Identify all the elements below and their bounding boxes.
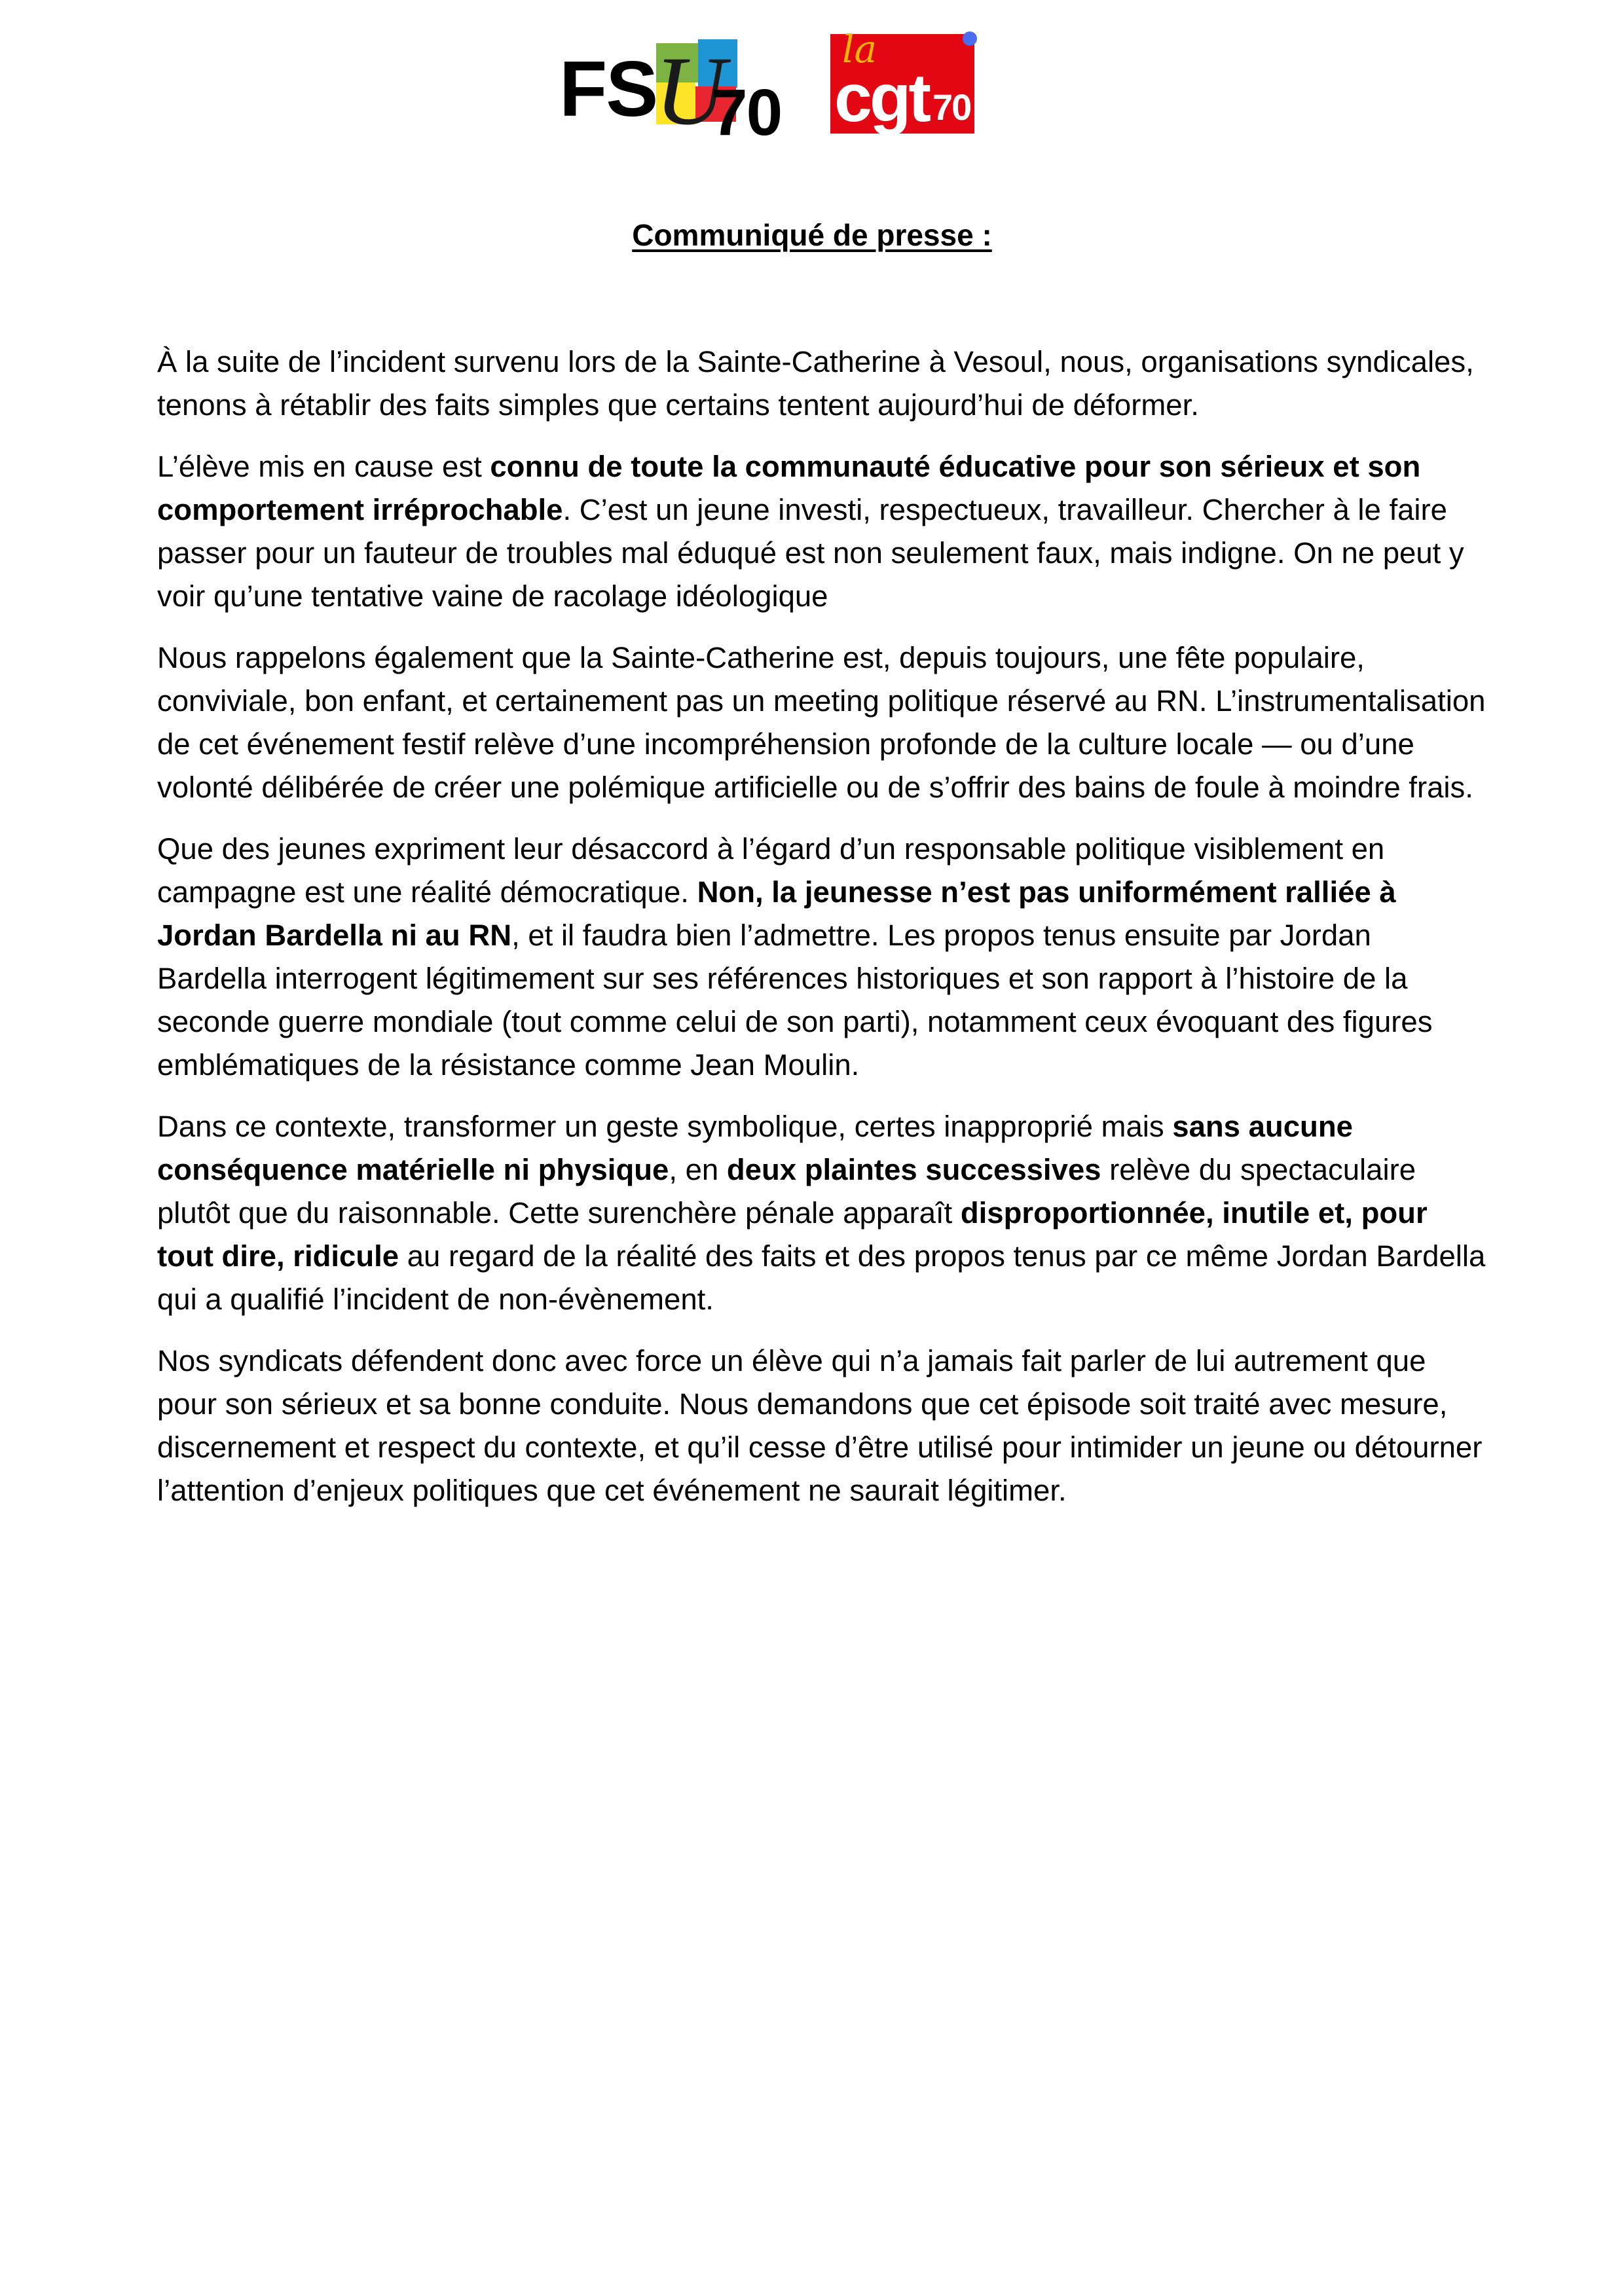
- bold-text: deux plaintes successives: [726, 1153, 1101, 1186]
- bold-text: Non, la jeunesse n’est pas uniformément ralliée à Jordan Bardella ni au RN: [157, 875, 1396, 952]
- fsu-letters: FS: [559, 45, 657, 133]
- document-body: [157, 340, 1486, 1531]
- fsu-number: 70: [711, 76, 782, 149]
- blue-dot-icon: [963, 31, 977, 46]
- text-segment: Nous rappelons également que la Sainte-Catherine est, depuis toujours, une fête populaire, conviviale, bon enfant, et certainement pas un meeting politique réservé au RN. L’instrumentalisation de cet événement festif relève d’une incompréhension profonde de la culture locale — ou d’une volonté délibérée de créer une polémique artificielle ou de s’offrir des bains de foule à moindre frais.: [157, 641, 1486, 804]
- paragraph: [157, 636, 1486, 809]
- cgt-word: cgt: [834, 60, 929, 136]
- text-segment: , en: [669, 1153, 727, 1186]
- paragraph: [157, 445, 1486, 618]
- fsu-u-letter: U: [655, 37, 726, 145]
- paragraph: [157, 340, 1486, 427]
- paragraph: [157, 828, 1486, 1087]
- logo-header: [557, 27, 976, 149]
- text-segment: Dans ce contexte, transformer un geste symbolique, certes inapproprié mais: [157, 1110, 1173, 1143]
- text-segment: au regard de la réalité des faits et des propos tenus par ce même Jordan Bardella qui a qualifié l’incident de non-évènement.: [157, 1239, 1486, 1316]
- fsu70-logo: [557, 37, 792, 149]
- page-title: [0, 217, 1624, 253]
- text-segment: L’élève mis en cause est: [157, 450, 490, 483]
- cgt-number: 70: [932, 86, 971, 128]
- paragraph: [157, 1105, 1486, 1321]
- cgt70-logo: [830, 27, 974, 136]
- text-segment: Que des jeunes expriment leur désaccord à l’égard d’un responsable politique visiblement en campagne est une réalité démocratique.: [157, 832, 1385, 909]
- text-segment: À la suite de l’incident survenu lors de la Sainte-Catherine à Vesoul, nous, organisations syndicales, tenons à rétablir des faits simples que certains tentent aujourd’hui de déformer.: [157, 345, 1474, 422]
- text-segment: . C’est un jeune investi, respectueux, travailleur. Chercher à le faire passer pour un fauteur de troubles mal éduqué est non seulement faux, mais indigne. On ne peut y voir qu’une tentative vaine de racolage idéologique: [157, 493, 1464, 613]
- text-segment: Nos syndicats défendent donc avec force un élève qui n’a jamais fait parler de lui autrement que pour son sérieux et sa bonne conduite. Nous demandons que cet épisode soit traité avec mesure, discernement et respect du contexte, et qu’il cesse d’être utilisé pour intimider un jeune ou détourner l’attention d’enjeux politiques que cet événement ne saurait légitimer.: [157, 1344, 1483, 1507]
- title-text: Communiqué de presse :: [632, 218, 992, 252]
- cgt-la: la: [842, 27, 877, 71]
- bold-text: connu de toute la communauté éducative pour son sérieux et son comportement irréprochable: [157, 450, 1421, 526]
- paragraph: [157, 1339, 1486, 1512]
- bold-text: disproportionnée, inutile et, pour tout dire, ridicule: [157, 1196, 1428, 1273]
- text-segment: relève du spectaculaire plutôt que du raisonnable. Cette surenchère pénale apparaît: [157, 1153, 1416, 1230]
- bold-text: sans aucune conséquence matérielle ni physique: [157, 1110, 1353, 1186]
- text-segment: , et il faudra bien l’admettre. Les propos tenus ensuite par Jordan Bardella interrogent légitimement sur ses références historiques et son rapport à l’histoire de la seconde guerre mondiale (tout comme celui de son parti), notamment ceux évoquant des figures emblématiques de la résistance comme Jean Moulin.: [157, 919, 1433, 1082]
